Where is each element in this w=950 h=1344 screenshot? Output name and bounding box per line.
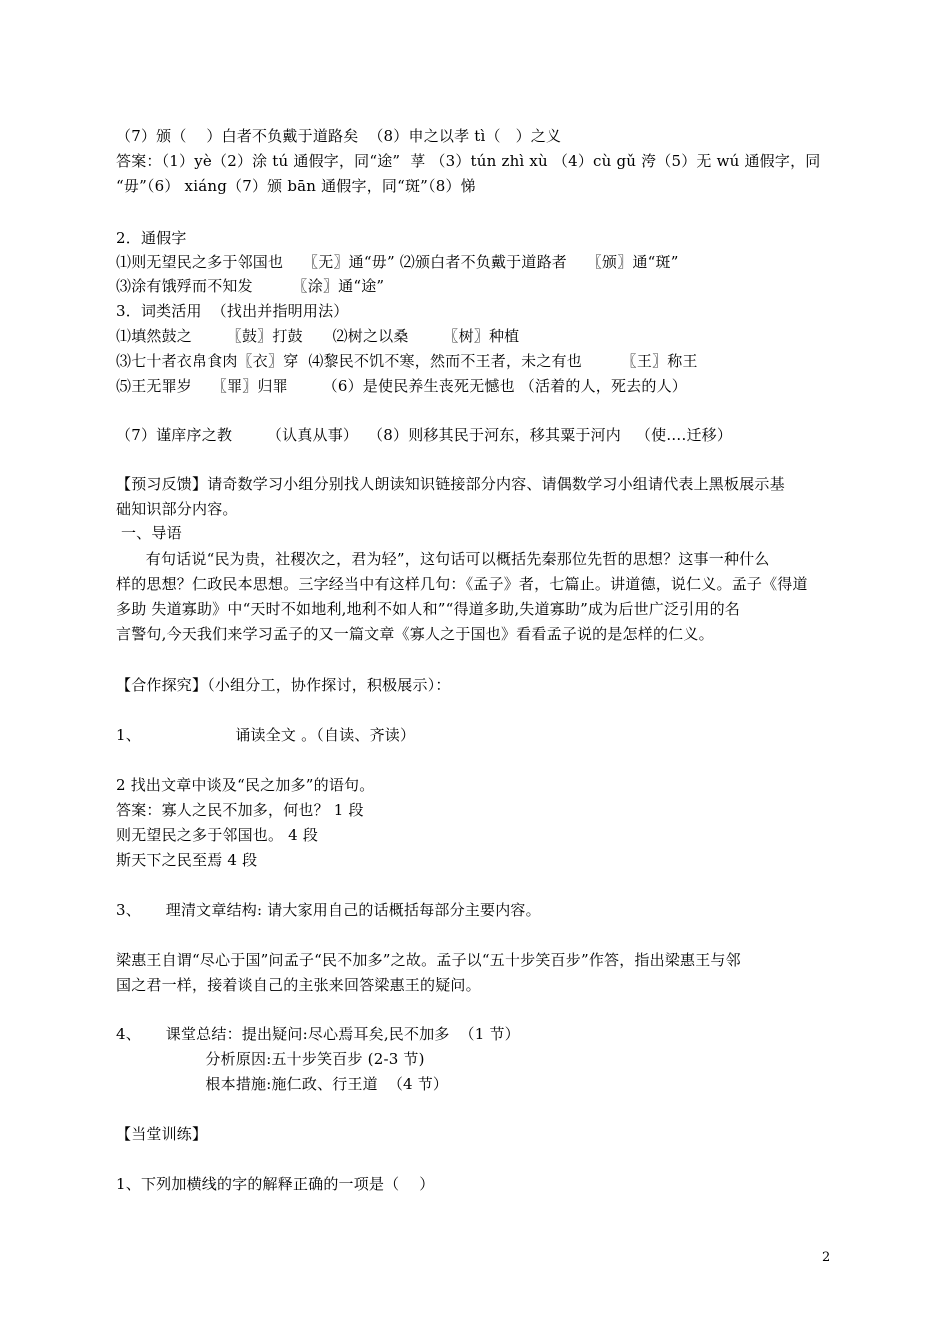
section-heading-hezuo: 【合作探究】（小组分工，协作探讨，积极展示）：: [116, 676, 451, 694]
preview-feedback-line-2: 础知识部分内容。: [116, 500, 238, 518]
section-heading-tongjiazi: 2．通假字: [116, 229, 187, 247]
structure-paragraph-line-1: 梁惠王自谓“尽心于国”问孟子“民不加多”之故。孟子以“五十步笑百步”作答，指出梁惠王与邻: [116, 951, 741, 969]
intro-paragraph-line-4: 言警句,今天我们来学习孟子的又一篇文章《寡人之于国也》看看孟子说的是怎样的仁义。: [116, 625, 714, 643]
task-2-answer-3: 斯天下之民至焉 4 段: [116, 851, 258, 869]
task-4: 4、 课堂总结：提出疑问:尽心焉耳矣,民不加多 （1 节）: [116, 1025, 520, 1043]
text-line-9: ⑶七十者衣帛食肉〖衣〗穿 ⑷黎民不饥不寒，然而不王者，未之有也 〖王〗称王: [116, 352, 698, 370]
page-number: 2: [822, 1250, 831, 1265]
task-4-detail-1: 分析原因:五十步笑百步 (2-3 节): [116, 1050, 425, 1068]
intro-paragraph-line-1: 有句话说“民为贵，社稷次之，君为轻”，这句话可以概括先秦那位先哲的思想？这事一种什么: [116, 550, 770, 568]
text-line-2: 答案：（1）yè（2）涂 tú 通假字，同“途” 莩 （3）tún zhì xù （4）cù gǔ 洿（5）无 wú 通假字，同: [116, 152, 821, 170]
structure-paragraph-line-2: 国之君一样，接着谈自己的主张来回答梁惠王的疑问。: [116, 976, 481, 994]
intro-paragraph-line-3: 多助 失道寡助》中“天时不如地利,地利不如人和”“得道多助,失道寡助”成为后世广泛引用的名: [116, 600, 740, 618]
task-1: 1、 诵读全文 。（自读、齐读）: [116, 726, 416, 744]
text-line-11: （7）谨庠序之教 （认真从事） （8）则移其民于河东，移其粟于河内 （使….迁移）: [116, 426, 733, 444]
section-heading-dangtang: 【当堂训练】: [116, 1125, 208, 1143]
preview-feedback-line-1: 【预习反馈】请奇数学习小组分别找人朗读知识链接部分内容、请偶数学习小组请代表上黑板展示基: [116, 475, 785, 493]
section-heading-cilei: 3．词类活用 （找出并指明用法）: [116, 302, 349, 320]
text-line-5: ⑴则无望民之多于邻国也 〖无〗通“毋” ⑵颁白者不负戴于道路者 〖颁〗通“斑”: [116, 253, 679, 271]
task-4-detail-2: 根本措施:施仁政、行王道 （4 节）: [116, 1075, 449, 1093]
text-line-10: ⑸王无罪岁 〖罪〗归罪 （6）是使民养生丧死无憾也 （活着的人，死去的人）: [116, 377, 687, 395]
task-3: 3、 理清文章结构: 请大家用自己的话概括每部分主要内容。: [116, 901, 541, 919]
task-2: 2 找出文章中谈及“民之加多”的语句。: [116, 776, 375, 794]
section-heading-daoyu: 一、导语: [116, 524, 182, 542]
task-2-answer-1: 答案：寡人之民不加多，何也？ 1 段: [116, 801, 364, 819]
text-line-3: “毋”（6） xiáng（7）颁 bān 通假字，同“斑”（8）悌: [116, 177, 476, 195]
text-line-6: ⑶涂有饿殍而不知发 〖涂〗通“途”: [116, 277, 385, 295]
task-2-answer-2: 则无望民之多于邻国也。 4 段: [116, 826, 319, 844]
intro-paragraph-line-2: 样的思想？仁政民本思想。三字经当中有这样几句：《孟子》者，七篇止。讲道德，说仁义。孟子《得道: [116, 575, 808, 593]
exercise-1: 1、下列加横线的字的解释正确的一项是（ ）: [116, 1175, 435, 1193]
text-line-8: ⑴填然鼓之 〖鼓〗打鼓 ⑵树之以桑 〖树〗种植: [116, 327, 520, 345]
text-line-1: （7）颁（ ）白者不负戴于道路矣 （8）申之以孝 tì（ ）之义: [116, 127, 562, 145]
